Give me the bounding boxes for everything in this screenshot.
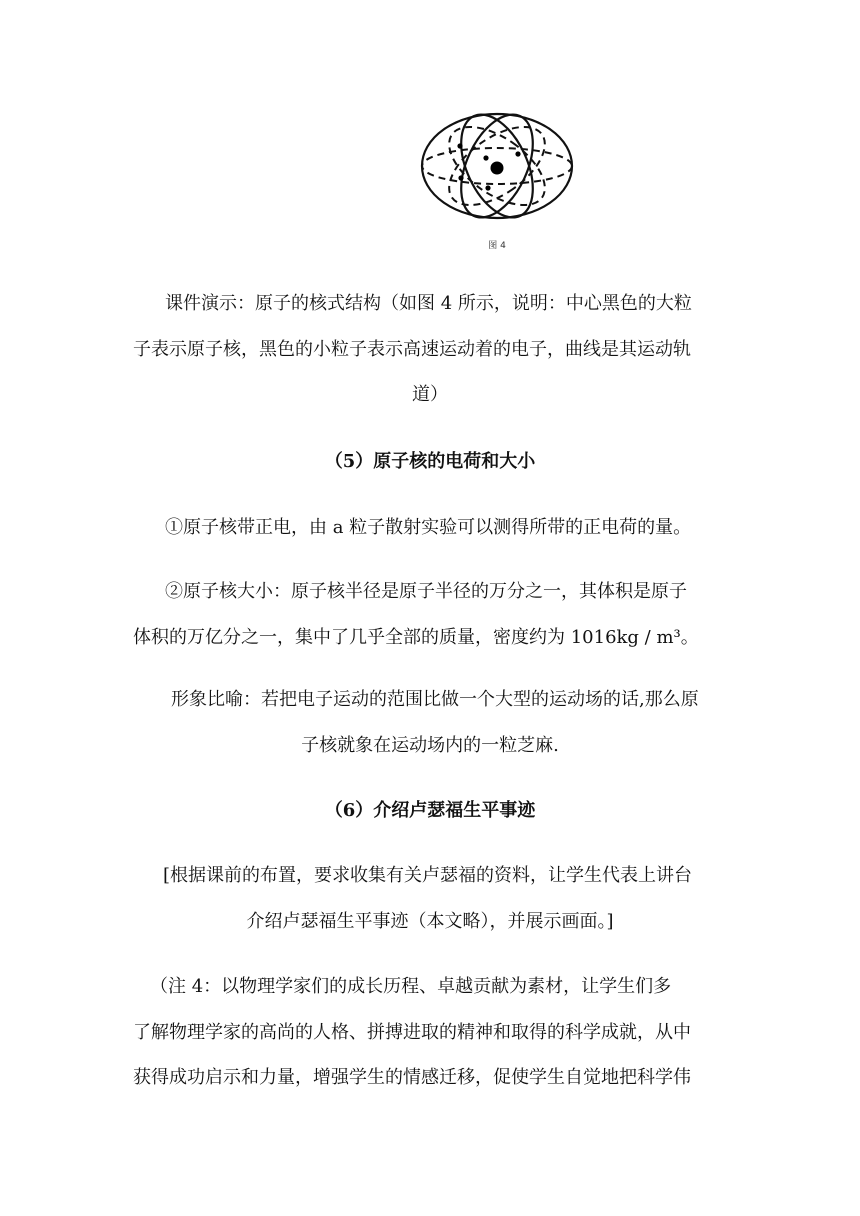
paragraph-line: 课件演示：原子的核式结构（如图 4 所示，说明：中心黑色的大粒 [165, 293, 692, 314]
electron [457, 143, 462, 148]
section-heading: （5）原子核的电荷和大小 [324, 451, 536, 472]
paragraph-line: （注 4：以物理学家们的成长历程、卓越贡献为素材，让学生们多 [150, 976, 672, 997]
paragraph-line: 介绍卢瑟福生平事迹（本文略），并展示画面。] [246, 911, 614, 932]
paragraph-line: 了解物理学家的高尚的人格、拼搏进取的精神和取得的科学成就，从中 [133, 1022, 691, 1043]
electron [458, 175, 463, 180]
paragraph-line: [根据课前的布置，要求收集有关卢瑟福的资料，让学生代表上讲台 [163, 865, 693, 886]
paragraph-line: 子核就象在运动场内的一粒芝麻. [301, 735, 559, 756]
paragraph-line: 形象比喻：若把电子运动的范围比做一个大型的运动场的话,那么原 [171, 689, 699, 710]
electron [485, 185, 490, 190]
electron [483, 155, 488, 160]
figure-caption: 图 4 [488, 241, 506, 251]
paragraph-line: 子表示原子核，黑色的小粒子表示高速运动着的电子，曲线是其运动轨 [133, 339, 691, 360]
paragraph-line: ②原子核大小：原子核半径是原子半径的万分之一，其体积是原子 [165, 581, 687, 602]
atom-model-figure [402, 104, 592, 256]
nucleus [491, 162, 504, 175]
section-heading: （6）介绍卢瑟福生平事迹 [324, 800, 536, 821]
paragraph-line: 获得成功启示和力量，增强学生的情感迁移，促使学生自觉地把科学伟 [133, 1067, 691, 1088]
paragraph-line: ①原子核带正电，由 a 粒子散射实验可以测得所带的正电荷的量。 [165, 517, 692, 538]
paragraph-line: 体积的万亿分之一，集中了几乎全部的质量，密度约为 1016kg / m³。 [133, 627, 699, 648]
paragraph-line: 道） [412, 384, 448, 405]
electron [515, 151, 520, 156]
atom-model-icon [402, 104, 592, 234]
